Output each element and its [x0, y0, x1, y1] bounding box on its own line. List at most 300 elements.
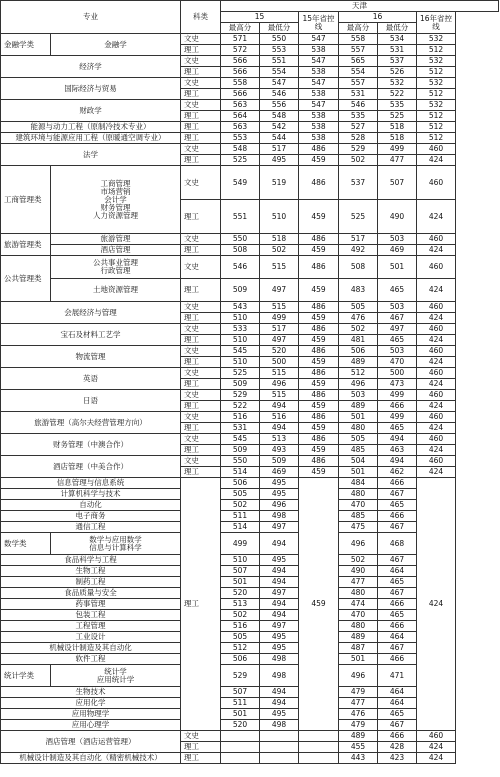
- min-score-16: 518: [378, 133, 417, 144]
- control-line-15: [299, 731, 339, 742]
- min-score-15: 510: [260, 200, 299, 234]
- min-score-15: 517: [260, 324, 299, 335]
- control-line-16: 460: [417, 166, 456, 200]
- table-row: [1, 56, 499, 67]
- min-score-16: 467: [378, 489, 417, 500]
- control-line-15: 538: [299, 67, 339, 78]
- min-score-16: 465: [378, 279, 417, 302]
- min-score-16: 526: [378, 67, 417, 78]
- control-line-15: 486: [299, 434, 339, 445]
- max-score-15: 510: [221, 335, 260, 346]
- table-row: [1, 346, 499, 357]
- control-line-15: 486: [299, 234, 339, 245]
- major-name: 财务管理（中澳合作）: [1, 434, 181, 456]
- major-name: 财政学: [1, 100, 181, 122]
- subject-category: 文史: [181, 412, 221, 423]
- control-line-16: 424: [417, 753, 456, 764]
- control-line-16: 460: [417, 324, 456, 335]
- control-line-15: 486: [299, 456, 339, 467]
- max-score-15: 571: [221, 34, 260, 45]
- min-score-15: 556: [260, 100, 299, 111]
- control-line-16: 532: [417, 100, 456, 111]
- max-score-16: 528: [339, 133, 378, 144]
- year15-line-header: 15年省控线: [299, 12, 339, 34]
- table-row: [1, 122, 499, 133]
- max-score-16: 481: [339, 335, 378, 346]
- max-score-15: 516: [221, 621, 260, 632]
- region-header: 天津: [221, 1, 499, 12]
- control-line-15: 459: [299, 401, 339, 412]
- major-name: 酒店管理（酒店运营管理）: [1, 731, 181, 753]
- max-score-16: 485: [339, 511, 378, 522]
- subject-category: 文史: [181, 166, 221, 200]
- min-score-16: 464: [378, 687, 417, 698]
- subject-category: 理工: [181, 122, 221, 133]
- control-line-15: [299, 742, 339, 753]
- control-line-16: 512: [417, 89, 456, 100]
- major-name: 通信工程: [1, 522, 181, 533]
- control-line-15: 459: [299, 200, 339, 234]
- min-score-16: 465: [378, 610, 417, 621]
- min-score-15: 517: [260, 144, 299, 155]
- min-score-15: 497: [260, 335, 299, 346]
- max-score-15: 572: [221, 45, 260, 56]
- min-score-16: 428: [378, 742, 417, 753]
- min-score-15: 497: [260, 522, 299, 533]
- major-name: 会展经济与管理: [1, 302, 181, 324]
- major-name: 酒店管理: [51, 245, 181, 256]
- major-name: 数学与应用数学 信息与计算科学: [51, 533, 181, 555]
- control-line-15: 486: [299, 368, 339, 379]
- max-score-16: 480: [339, 423, 378, 434]
- control-line-16: 460: [417, 302, 456, 313]
- control-line-16: 424: [417, 245, 456, 256]
- control-line-15: 459: [299, 279, 339, 302]
- min-score-16: 465: [378, 423, 417, 434]
- min-score-16: 464: [378, 698, 417, 709]
- max-score-16: 487: [339, 643, 378, 654]
- subject-category: 文史: [181, 78, 221, 89]
- subject-category: 文史: [181, 324, 221, 335]
- max-score-15: 512: [221, 643, 260, 654]
- table-row: [1, 478, 499, 489]
- min-score-15: 515: [260, 368, 299, 379]
- min-score-15: 498: [260, 511, 299, 522]
- min-score-15: 554: [260, 67, 299, 78]
- table-row: [1, 390, 499, 401]
- min-score-16: 469: [378, 245, 417, 256]
- subject-category: 文史: [181, 731, 221, 742]
- major-name: 食品科学与工程: [1, 555, 181, 566]
- major-name: 药事管理: [1, 599, 181, 610]
- max-score-16: 479: [339, 720, 378, 731]
- control-line-15: 538: [299, 45, 339, 56]
- max-score-16: 546: [339, 100, 378, 111]
- control-line-16: 424: [417, 401, 456, 412]
- major-name: 土地资源管理: [51, 279, 181, 302]
- min-score-16: 467: [378, 313, 417, 324]
- max-score-15: 507: [221, 566, 260, 577]
- control-line-16: 460: [417, 368, 456, 379]
- control-line-16: 460: [417, 346, 456, 357]
- major-name: 宝石及材料工艺学: [1, 324, 181, 346]
- max-score-16: 501: [339, 654, 378, 665]
- min-score-16: 465: [378, 500, 417, 511]
- control-line-15: 459: [299, 313, 339, 324]
- major-category: 公共管理类: [1, 256, 51, 302]
- subject-category: 理工: [181, 478, 221, 731]
- control-line-16: 532: [417, 56, 456, 67]
- min-score-16: 467: [378, 720, 417, 731]
- control-line-16: 512: [417, 45, 456, 56]
- control-line-16: 460: [417, 456, 456, 467]
- major-name: 电子商务: [1, 511, 181, 522]
- max-score-16: 477: [339, 577, 378, 588]
- min-score-15: 551: [260, 56, 299, 67]
- max-score-15: 522: [221, 401, 260, 412]
- control-line-16: 512: [417, 122, 456, 133]
- min-score-15: 494: [260, 610, 299, 621]
- max-score-16: 474: [339, 599, 378, 610]
- control-line-16: 424: [417, 478, 456, 731]
- max-score-15: 549: [221, 166, 260, 200]
- max-score-15: 550: [221, 456, 260, 467]
- min-score-16: 466: [378, 731, 417, 742]
- max-score-15: 564: [221, 111, 260, 122]
- major-name: 工商管理 市场营销 会计学 财务管理 人力资源管理: [51, 166, 181, 234]
- max-score-15: [221, 753, 260, 764]
- control-line-15: 486: [299, 144, 339, 155]
- subject-category: 理工: [181, 313, 221, 324]
- max-score-15: 543: [221, 302, 260, 313]
- min-score-16: 470: [378, 357, 417, 368]
- max-score-15: 509: [221, 445, 260, 456]
- control-line-15: 459: [299, 357, 339, 368]
- major-category: 数学类: [1, 533, 51, 555]
- max-score-16: 476: [339, 313, 378, 324]
- min-score-16: 465: [378, 577, 417, 588]
- control-line-16: 424: [417, 279, 456, 302]
- major-name: 应用化学: [1, 698, 181, 709]
- min-score-16: 503: [378, 346, 417, 357]
- max-score-15: 545: [221, 434, 260, 445]
- min-score-16: 525: [378, 111, 417, 122]
- min-score-16: 466: [378, 599, 417, 610]
- category-header: 科类: [181, 1, 221, 34]
- table-row: [1, 256, 499, 279]
- control-line-16: 424: [417, 155, 456, 166]
- major-name: 制药工程: [1, 577, 181, 588]
- max-score-16: 496: [339, 665, 378, 687]
- subject-category: 理工: [181, 279, 221, 302]
- max-score-15: 566: [221, 89, 260, 100]
- min-score-15: 515: [260, 302, 299, 313]
- control-line-16: 424: [417, 200, 456, 234]
- min-score-15: 496: [260, 500, 299, 511]
- min-score-15: 495: [260, 478, 299, 489]
- subject-category: 理工: [181, 742, 221, 753]
- control-line-15: 538: [299, 122, 339, 133]
- control-line-15: [299, 753, 339, 764]
- major-name: 法学: [1, 144, 181, 166]
- subject-category: 理工: [181, 467, 221, 478]
- min-score-15: [260, 742, 299, 753]
- max-score-16: 502: [339, 555, 378, 566]
- max-score-15: 507: [221, 687, 260, 698]
- table-row: [1, 166, 499, 200]
- min-score-15: 509: [260, 456, 299, 467]
- table-row: [1, 78, 499, 89]
- major-name: 应用物理学: [1, 709, 181, 720]
- max-score-16: 554: [339, 67, 378, 78]
- max-score-15: 545: [221, 346, 260, 357]
- min-score-16: 501: [378, 256, 417, 279]
- max-score-16: 558: [339, 34, 378, 45]
- max-score-16: 480: [339, 489, 378, 500]
- control-line-16: 424: [417, 423, 456, 434]
- max-score-16: 501: [339, 467, 378, 478]
- control-line-15: 486: [299, 346, 339, 357]
- min-score-15: 493: [260, 445, 299, 456]
- control-line-15: 486: [299, 412, 339, 423]
- control-line-16: 460: [417, 390, 456, 401]
- table-row: [1, 234, 499, 245]
- min-score-15: 546: [260, 89, 299, 100]
- min-score-16: 467: [378, 522, 417, 533]
- max-score-15: 520: [221, 720, 260, 731]
- min-score-15: 495: [260, 643, 299, 654]
- major-header: 专业: [1, 1, 181, 34]
- table-row: [1, 731, 499, 742]
- min-score-16: 465: [378, 709, 417, 720]
- max-score-16: 489: [339, 357, 378, 368]
- major-name: 包装工程: [1, 610, 181, 621]
- table-row: [1, 279, 499, 302]
- min-score-16: 490: [378, 200, 417, 234]
- subject-category: 文史: [181, 234, 221, 245]
- table-row: [1, 368, 499, 379]
- max-score-15: 566: [221, 56, 260, 67]
- max-score-16: 492: [339, 245, 378, 256]
- subject-category: 理工: [181, 111, 221, 122]
- min-score-15: 495: [260, 709, 299, 720]
- subject-category: 文史: [181, 390, 221, 401]
- control-line-16: 424: [417, 313, 456, 324]
- subject-category: 理工: [181, 67, 221, 78]
- max-score-15: [221, 742, 260, 753]
- major-category: 金融学类: [1, 34, 51, 56]
- year16-header: 16: [339, 12, 417, 23]
- max-score-16: 484: [339, 478, 378, 489]
- min-score-16: 531: [378, 45, 417, 56]
- subject-category: 理工: [181, 133, 221, 144]
- max-score-15: 520: [221, 588, 260, 599]
- max-score-15: 563: [221, 100, 260, 111]
- max-score-16: 480: [339, 588, 378, 599]
- table-row: [1, 144, 499, 155]
- min-score-15: 548: [260, 111, 299, 122]
- min-score-16: 464: [378, 566, 417, 577]
- table-row: [1, 412, 499, 423]
- major-name: 国际经济与贸易: [1, 78, 181, 100]
- max-score-15: 506: [221, 478, 260, 489]
- min-header-15: 最低分: [260, 23, 299, 34]
- major-name: 经济学: [1, 56, 181, 78]
- max-header-16: 最高分: [339, 23, 378, 34]
- control-line-16: 460: [417, 412, 456, 423]
- min-score-16: 467: [378, 643, 417, 654]
- max-score-16: 508: [339, 256, 378, 279]
- min-score-15: 494: [260, 566, 299, 577]
- major-name: 金融学: [51, 34, 181, 56]
- min-score-15: [260, 753, 299, 764]
- control-line-16: 424: [417, 335, 456, 346]
- major-name: 计算机科学与技术: [1, 489, 181, 500]
- min-score-16: 466: [378, 654, 417, 665]
- subject-category: 理工: [181, 401, 221, 412]
- max-score-15: 505: [221, 632, 260, 643]
- major-name: 食品质量与安全: [1, 588, 181, 599]
- table-row: [1, 434, 499, 445]
- major-name: 酒店管理（中美合作）: [1, 456, 181, 478]
- max-score-16: 529: [339, 144, 378, 155]
- subject-category: 理工: [181, 423, 221, 434]
- max-score-16: 489: [339, 401, 378, 412]
- min-score-15: 495: [260, 155, 299, 166]
- min-score-16: 471: [378, 665, 417, 687]
- max-header-15: 最高分: [221, 23, 260, 34]
- max-score-16: 525: [339, 200, 378, 234]
- min-score-15: 494: [260, 401, 299, 412]
- max-score-15: 505: [221, 489, 260, 500]
- min-score-16: 494: [378, 456, 417, 467]
- major-name: 机械设计制造及其自动化: [1, 643, 181, 654]
- min-score-15: 500: [260, 357, 299, 368]
- control-line-15: 486: [299, 324, 339, 335]
- max-score-16: 537: [339, 166, 378, 200]
- max-score-16: 527: [339, 122, 378, 133]
- table-row: [1, 302, 499, 313]
- year15-header: 15: [221, 12, 299, 23]
- max-score-16: 557: [339, 45, 378, 56]
- control-line-15: 547: [299, 78, 339, 89]
- min-score-16: 535: [378, 100, 417, 111]
- major-category: 工商管理类: [1, 166, 51, 234]
- max-score-16: 535: [339, 111, 378, 122]
- major-name: 能源与动力工程（原制冷技术专业）: [1, 122, 181, 133]
- max-score-15: 563: [221, 122, 260, 133]
- min-score-16: 477: [378, 155, 417, 166]
- min-score-15: 550: [260, 34, 299, 45]
- min-score-16: 499: [378, 390, 417, 401]
- major-category: 统计学类: [1, 665, 51, 687]
- max-score-15: 516: [221, 412, 260, 423]
- min-score-16: 466: [378, 401, 417, 412]
- max-score-16: 483: [339, 279, 378, 302]
- control-line-16: 424: [417, 445, 456, 456]
- subject-category: 理工: [181, 245, 221, 256]
- min-score-16: 497: [378, 324, 417, 335]
- max-score-16: 512: [339, 368, 378, 379]
- max-score-15: 508: [221, 245, 260, 256]
- max-score-15: 506: [221, 654, 260, 665]
- max-score-16: 496: [339, 379, 378, 390]
- subject-category: 理工: [181, 200, 221, 234]
- max-score-16: 506: [339, 346, 378, 357]
- min-score-15: 542: [260, 122, 299, 133]
- subject-category: 理工: [181, 445, 221, 456]
- max-score-16: 501: [339, 412, 378, 423]
- major-name: 自动化: [1, 500, 181, 511]
- max-score-15: 553: [221, 133, 260, 144]
- control-line-15: 547: [299, 34, 339, 45]
- min-score-15: 497: [260, 588, 299, 599]
- table-row: [1, 456, 499, 467]
- major-name: 旅游管理: [51, 234, 181, 245]
- min-score-16: 499: [378, 144, 417, 155]
- max-score-15: 548: [221, 144, 260, 155]
- subject-category: 文史: [181, 100, 221, 111]
- table-row: [1, 245, 499, 256]
- control-line-15: 538: [299, 111, 339, 122]
- max-score-16: 470: [339, 610, 378, 621]
- major-name: 公共事业管理 行政管理: [51, 256, 181, 279]
- min-score-16: 467: [378, 588, 417, 599]
- min-score-16: 522: [378, 89, 417, 100]
- control-line-16: 512: [417, 111, 456, 122]
- control-line-15: 486: [299, 256, 339, 279]
- max-score-15: [221, 731, 260, 742]
- max-score-16: 490: [339, 566, 378, 577]
- max-score-16: 489: [339, 632, 378, 643]
- max-score-15: 502: [221, 610, 260, 621]
- max-score-15: 510: [221, 357, 260, 368]
- min-score-15: 515: [260, 256, 299, 279]
- max-score-15: 501: [221, 577, 260, 588]
- control-line-16: 460: [417, 234, 456, 245]
- control-line-16: 460: [417, 434, 456, 445]
- min-score-16: 534: [378, 34, 417, 45]
- max-score-15: 514: [221, 522, 260, 533]
- max-score-16: 479: [339, 687, 378, 698]
- control-line-16: 460: [417, 144, 456, 155]
- subject-category: 理工: [181, 45, 221, 56]
- max-score-16: 505: [339, 302, 378, 313]
- control-line-15: 538: [299, 89, 339, 100]
- min-score-16: 473: [378, 379, 417, 390]
- subject-category: 文史: [181, 144, 221, 155]
- min-score-16: 503: [378, 234, 417, 245]
- min-score-15: 494: [260, 698, 299, 709]
- major-name: 日语: [1, 390, 181, 412]
- min-score-16: 537: [378, 56, 417, 67]
- min-score-15: 495: [260, 632, 299, 643]
- min-score-15: 496: [260, 379, 299, 390]
- max-score-16: 476: [339, 709, 378, 720]
- max-score-15: 509: [221, 279, 260, 302]
- min-score-15: 494: [260, 687, 299, 698]
- min-score-16: 468: [378, 533, 417, 555]
- control-line-16: 424: [417, 379, 456, 390]
- min-score-15: 497: [260, 279, 299, 302]
- subject-category: 文史: [181, 456, 221, 467]
- max-score-16: 504: [339, 456, 378, 467]
- major-name: 软件工程: [1, 654, 181, 665]
- max-score-15: 533: [221, 324, 260, 335]
- major-category: 旅游管理类: [1, 234, 51, 256]
- min-score-16: 423: [378, 753, 417, 764]
- max-score-15: 510: [221, 313, 260, 324]
